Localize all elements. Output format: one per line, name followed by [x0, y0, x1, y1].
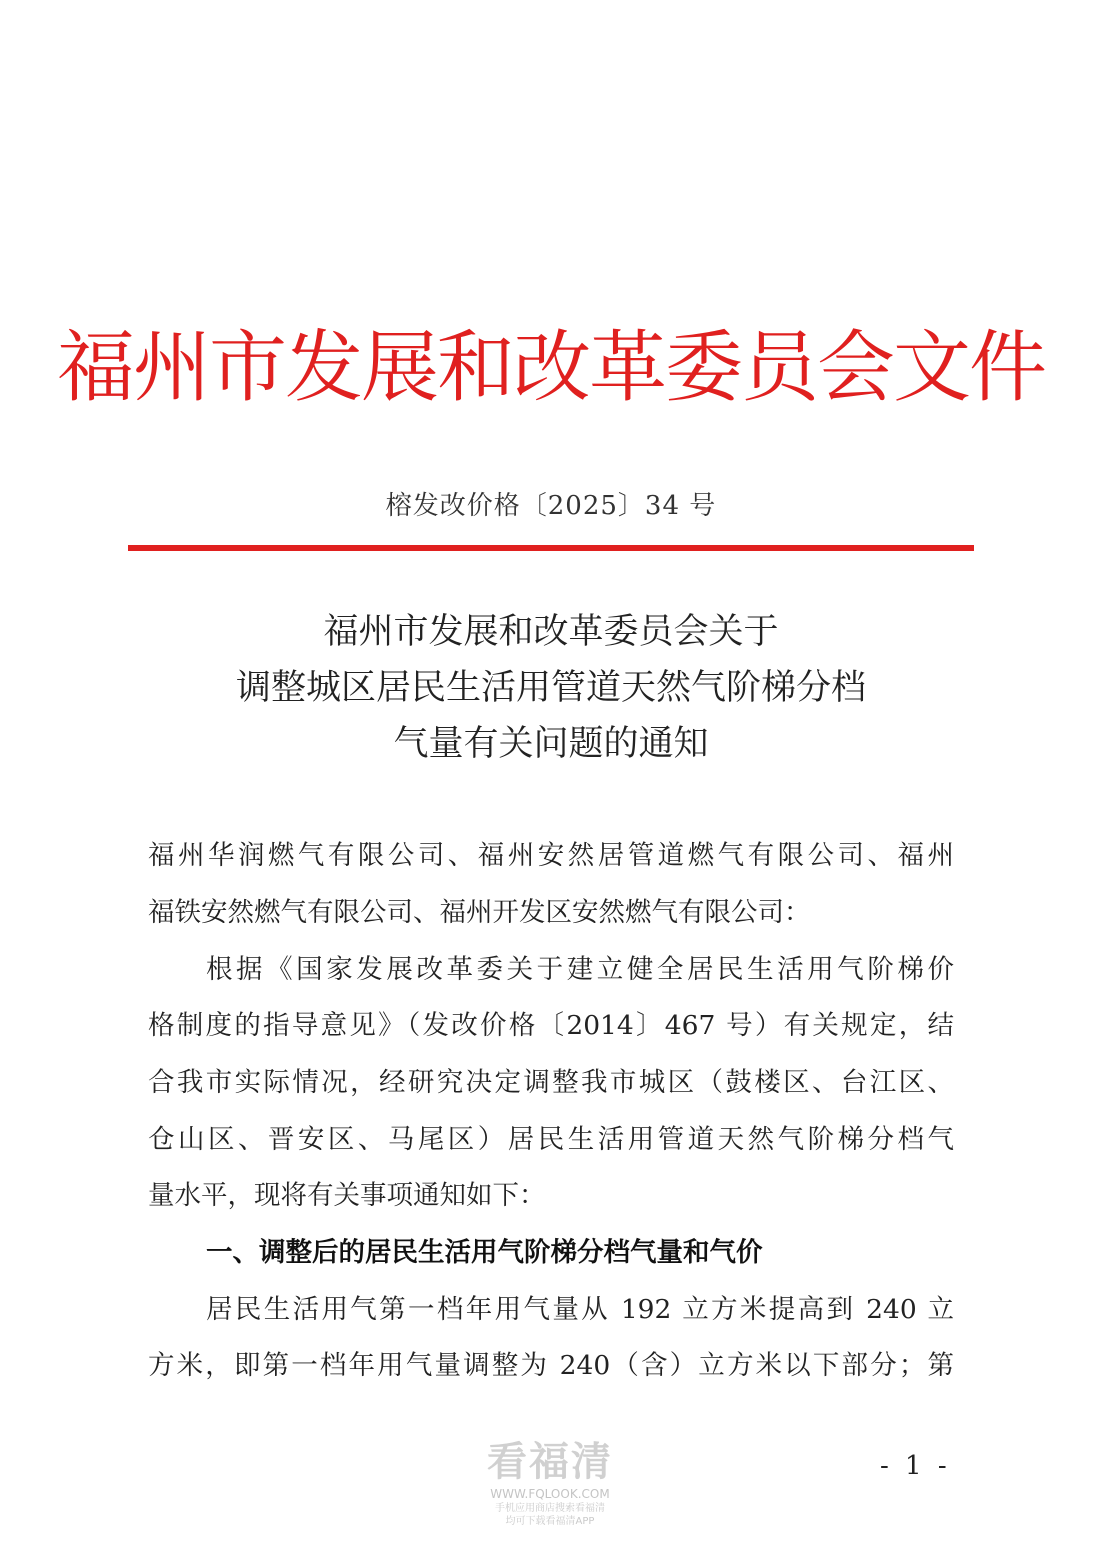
paragraph-line: 量水平，现将有关事项通知如下：	[148, 1180, 546, 1211]
notice-title	[0, 604, 1102, 772]
watermark-url: WWW.FQLOOK.COM	[490, 1487, 610, 1501]
site-watermark	[470, 1438, 630, 1528]
page-number: - 1 -	[880, 1451, 951, 1481]
notice-title-line: 调整城区居民生活用管道天然气阶梯分档	[235, 668, 866, 708]
document-number: 榕发改价格〔2025〕34 号	[385, 491, 717, 521]
notice-title-line: 气量有关问题的通知	[393, 724, 709, 764]
watermark-text: 均可下载看福清APP	[505, 1516, 595, 1527]
watermark-text: 手机应用商店搜索看福清	[495, 1503, 605, 1514]
document-issuer-title: 福州市发展和改革委员会文件	[56, 323, 1045, 413]
paragraph-line: 格制度的指导意见》（发改价格〔2014〕467 号）有关规定，结	[148, 1010, 954, 1041]
paragraph-line: 仓山区、晋安区、马尾区）居民生活用管道天然气阶梯分档气	[148, 1124, 954, 1155]
notice-title-line: 福州市发展和改革委员会关于	[323, 612, 779, 652]
paragraph-line: 合我市实际情况，经研究决定调整我市城区（鼓楼区、台江区、	[148, 1067, 954, 1098]
section-heading: 一、调整后的居民生活用气阶梯分档气量和气价	[206, 1237, 763, 1268]
watermark-brand: 看福清	[487, 1439, 613, 1485]
paragraph-line: 根据《国家发展改革委关于建立健全居民生活用气阶梯价	[206, 954, 954, 985]
red-divider-line	[128, 545, 974, 551]
addressee-line: 福州华润燃气有限公司、福州安然居管道燃气有限公司、福州	[148, 840, 954, 871]
addressee-line: 福铁安然燃气有限公司、福州开发区安然燃气有限公司：	[148, 897, 811, 928]
paragraph-line: 居民生活用气第一档年用气量从 192 立方米提高到 240 立	[206, 1294, 954, 1325]
paragraph-line: 方米，即第一档年用气量调整为 240（含）立方米以下部分；第	[148, 1350, 954, 1381]
